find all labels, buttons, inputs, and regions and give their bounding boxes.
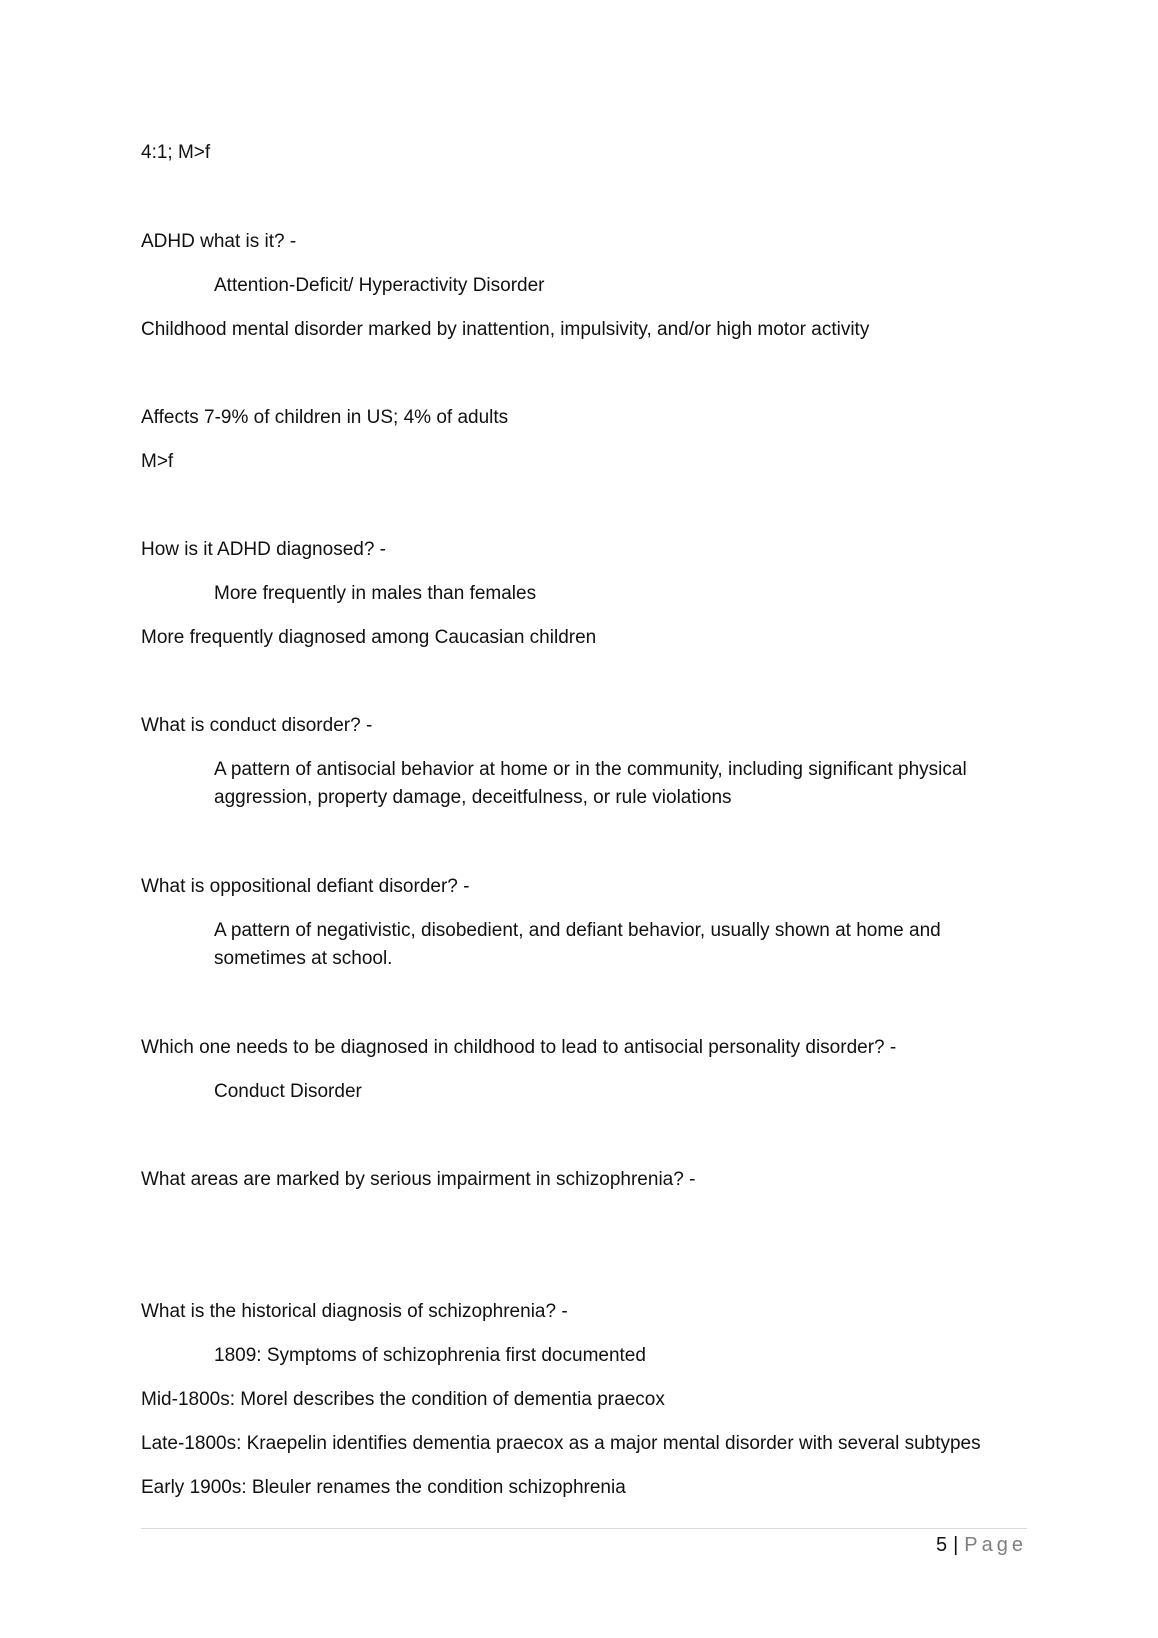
text-line: 4:1; M>f	[141, 142, 211, 163]
answer-text: A pattern of negativistic, disobedient, and defiant behavior, usually shown at home and sometimes at school.	[214, 920, 941, 969]
page-label: Page	[964, 1534, 1027, 1556]
text-line: Affects 7-9% of children in US; 4% of adults	[141, 407, 509, 428]
question-line: What is the historical diagnosis of schizophrenia? -	[141, 1301, 568, 1322]
answer-line: 1809: Symptoms of schizophrenia first documented	[214, 1345, 646, 1366]
text-line: Early 1900s: Bleuler renames the condition schizophrenia	[141, 1477, 626, 1498]
answer-line: More frequently in males than females	[214, 583, 537, 604]
text-line: Late-1800s: Kraepelin identifies dementia praecox as a major mental disorder with several subtypes	[141, 1433, 981, 1454]
text-line: More frequently diagnosed among Caucasian children	[141, 627, 597, 648]
answer-text: A pattern of antisocial behavior at home or in the community, including significant physical aggression, property damage, deceitfulness, or rule violations	[214, 759, 967, 808]
answer-line: Attention-Deficit/ Hyperactivity Disorder	[214, 275, 545, 296]
answer-line: Conduct Disorder	[214, 1081, 362, 1102]
answer-paragraph	[141, 756, 1021, 812]
footer-separator: |	[953, 1534, 959, 1556]
footer-divider	[141, 1528, 1027, 1529]
question-line: How is it ADHD diagnosed? -	[141, 539, 386, 560]
text-line: M>f	[141, 451, 174, 472]
question-line: What is conduct disorder? -	[141, 715, 373, 736]
answer-paragraph	[141, 917, 1021, 973]
page-number: 5	[935, 1534, 948, 1556]
question-line: What is oppositional defiant disorder? -	[141, 876, 470, 897]
text-line: Mid-1800s: Morel describes the condition of dementia praecox	[141, 1389, 665, 1410]
question-line: ADHD what is it? -	[141, 231, 297, 252]
text-line: Childhood mental disorder marked by inattention, impulsivity, and/or high motor activity	[141, 319, 870, 340]
question-line: What areas are marked by serious impairment in schizophrenia? -	[141, 1169, 696, 1190]
question-line: Which one needs to be diagnosed in childhood to lead to antisocial personality disorder? -	[141, 1037, 897, 1058]
page-footer	[936, 1531, 1027, 1559]
